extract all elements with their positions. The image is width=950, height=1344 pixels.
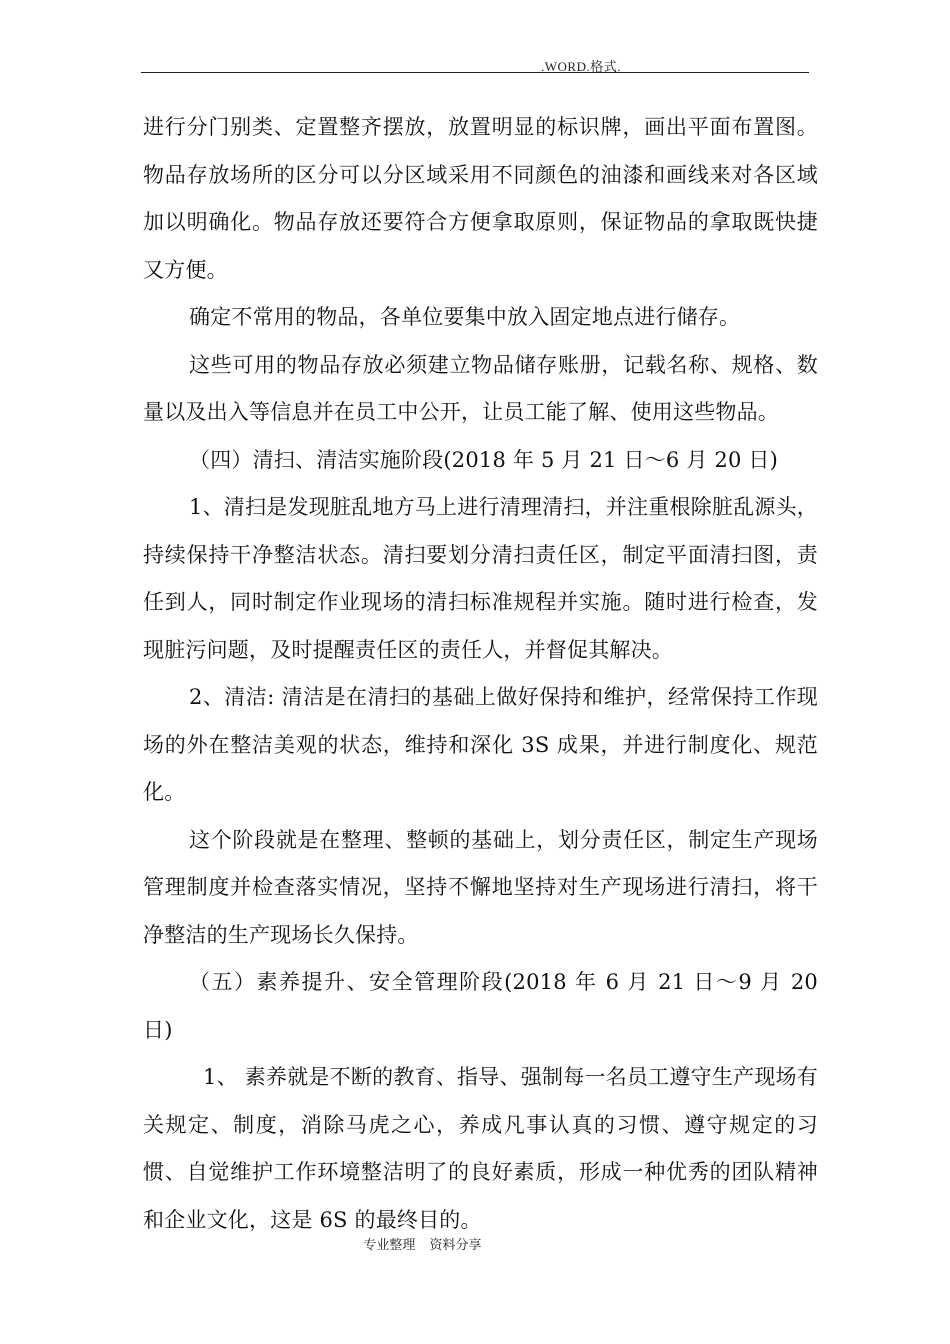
paragraph-cleanliness: 2、清洁: 清洁是在清扫的基础上做好保持和维护，经常保持工作现场的外在整洁美观的状态，维持和深化 3S 成果，并进行制度化、规范化。 <box>143 685 818 804</box>
document-body <box>143 104 818 1244</box>
paragraph-storage-arrangement: 进行分门别类、定置整齐摆放，放置明显的标识牌，画出平面布置图。物品存放场所的区分可以分区域采用不同颜色的油漆和画线来对各区域加以明确化。物品存放还要符合方便拿取原则，保证物品的拿取既快捷又方便。 <box>143 115 818 282</box>
paragraph-cleaning: 1、清扫是发现脏乱地方马上进行清理清扫，并注重根除脏乱源头，持续保持干净整洁状态。清扫要划分清扫责任区，制定平面清扫图，责任到人，同时制定作业现场的清扫标准规程并实施。随时进行检查，发现脏污问题，及时提醒责任区的责任人，并督促其解决。 <box>143 495 818 662</box>
page-footer-label: 专业整理 资料分享 <box>363 1238 482 1253</box>
header-divider <box>141 72 809 73</box>
section-heading-5: （五）素养提升、安全管理阶段(2018 年 6 月 21 日～9 月 20 日) <box>143 970 818 1042</box>
paragraph-uncommon-items: 确定不常用的物品，各单位要集中放入固定地点进行储存。 <box>189 305 741 329</box>
paragraph-stage-summary: 这个阶段就是在整理、整顿的基础上，划分责任区，制定生产现场管理制度并检查落实情况，坚持不懈地坚持对生产现场进行清扫，将干净整洁的生产现场长久保持。 <box>143 827 818 947</box>
section-heading-4: （四）清扫、清洁实施阶段(2018 年 5 月 21 日～6 月 20 日) <box>189 447 778 472</box>
paragraph-discipline: 1、 素养就是不断的教育、指导、强制每一名员工遵守生产现场有关规定、制度，消除马虎之心，养成凡事认真的习惯、遵守规定的习惯、自觉维护工作环境整洁明了的良好素质，形成一种优秀的团队精神和企业文化，这是 6S 的最终目的。 <box>143 1065 818 1232</box>
paragraph-storage-ledger: 这些可用的物品存放必须建立物品储存账册，记载名称、规格、数量以及出入等信息并在员工中公开，让员工能了解、使用这些物品。 <box>143 352 818 424</box>
page-header-label: .WORD.格式. <box>541 59 621 74</box>
